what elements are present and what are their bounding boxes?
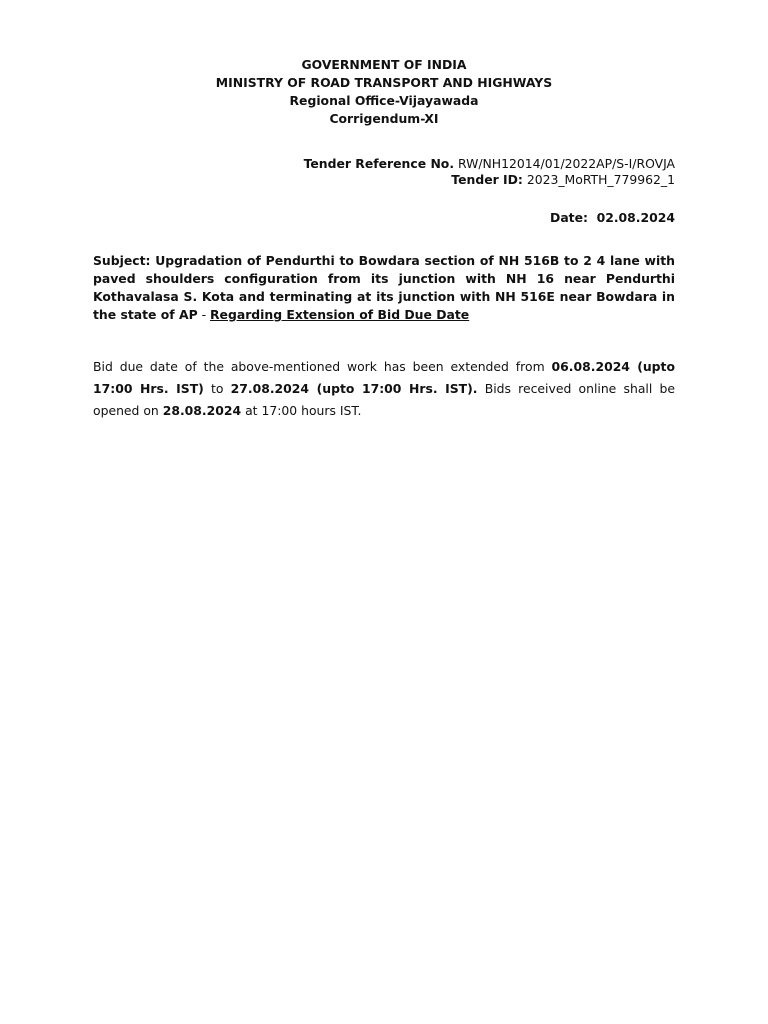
tender-reference-line — [304, 156, 675, 172]
body-text-2: to — [203, 381, 231, 396]
header-government: GOVERNMENT OF INDIA — [301, 57, 467, 72]
body-text-4: at 17:00 hours IST. — [241, 403, 362, 418]
subject-paragraph — [93, 252, 675, 324]
old-due-date: 06.08.2024 (upto 17:00 Hrs. IST) — [93, 359, 675, 396]
date-line — [550, 210, 675, 225]
body-text-1: Bid due date of the above-mentioned work has been extended from — [93, 359, 552, 374]
tender-reference-value: RW/NH12014/01/2022AP/S-I/ROVJA — [457, 156, 675, 171]
bid-opening-date: 28.08.2024 — [162, 403, 242, 418]
new-due-date: 27.08.2024 (upto 17:00 Hrs. IST). — [230, 381, 478, 396]
header-ministry: MINISTRY OF ROAD TRANSPORT AND HIGHWAYS — [215, 75, 553, 90]
tender-id-line — [304, 172, 675, 188]
body-paragraph — [93, 356, 675, 422]
header-regional-office: Regional Office-Vijayawada — [289, 93, 479, 108]
body-text-3: Bids received online shall be opened on — [93, 381, 675, 418]
tender-id-label: Tender ID: — [451, 172, 523, 187]
subject-regarding-link: Regarding Extension of Bid Due Date — [210, 307, 470, 322]
date-label: Date: — [550, 210, 588, 225]
subject-text: Subject: Upgradation of Pendurthi to Bowdara section of NH 516B to 2 4 lane with paved shoulders configuration from its junction with NH 16 near Pendurthi Kothavalasa S. Kota and terminating at its junction with NH 516E near Bowdara in the state of AP — [93, 253, 675, 322]
subject-dash: - — [197, 307, 211, 322]
tender-reference-label: Tender Reference No. — [303, 156, 455, 171]
header-corrigendum: Corrigendum-XI — [329, 111, 439, 126]
letter-header — [0, 56, 768, 128]
tender-reference-block — [304, 156, 675, 188]
tender-id-value: 2023_MoRTH_779962_1 — [526, 172, 675, 187]
date-value: 02.08.2024 — [596, 210, 675, 225]
